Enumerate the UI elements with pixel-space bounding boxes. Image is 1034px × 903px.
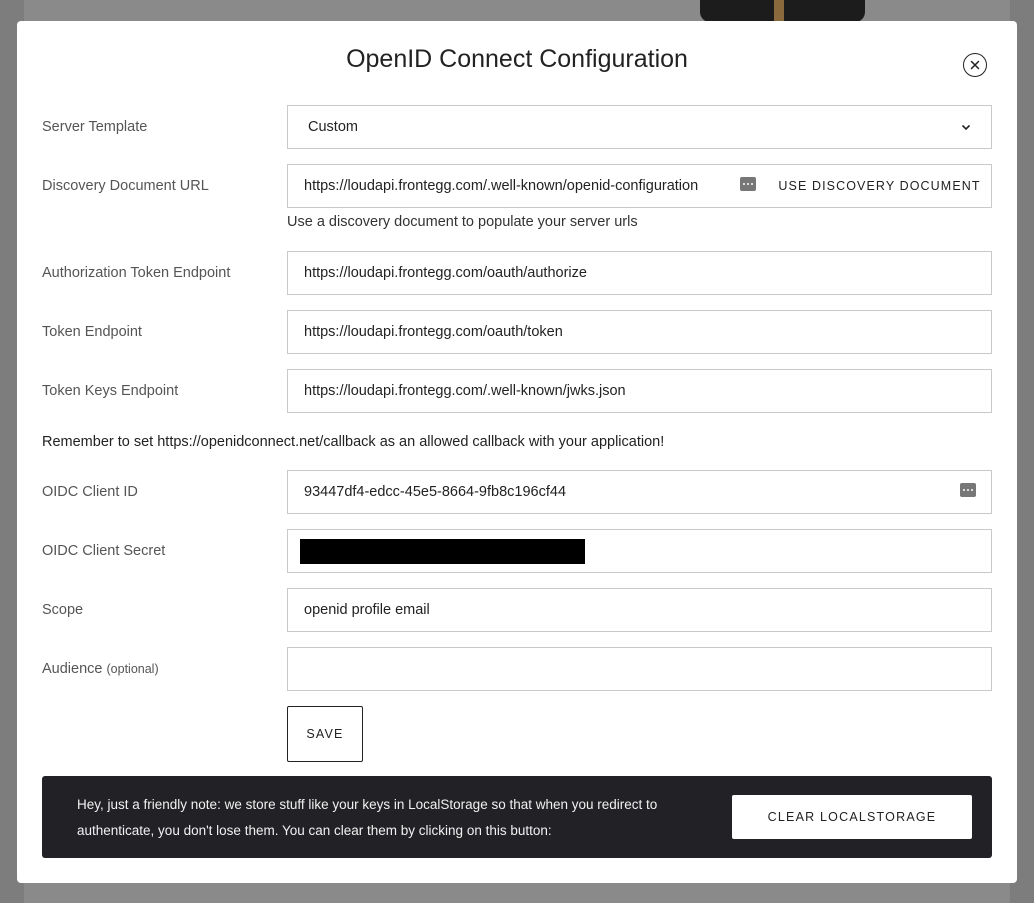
password-manager-icon[interactable] — [740, 177, 756, 191]
save-button[interactable]: SAVE — [287, 706, 363, 762]
server-template-select[interactable] — [287, 105, 992, 149]
chevron-down-icon — [961, 122, 971, 132]
discovery-url-input[interactable] — [287, 164, 769, 208]
callback-notice: Remember to set https://openidconnect.net/callback as an allowed callback with your application! — [42, 434, 665, 450]
discovery-url-row — [42, 164, 992, 208]
background-image — [700, 0, 865, 22]
client-secret-row — [42, 529, 992, 573]
token-keys-endpoint-label: Token Keys Endpoint — [42, 383, 179, 399]
banner-text: Hey, just a friendly note: we store stuff like your keys in LocalStorage so that when you redirect to authenticate, you don't lose them. You can clear them by clicking on this button: — [77, 797, 658, 838]
use-discovery-document-button[interactable]: USE DISCOVERY DOCUMENT — [768, 164, 992, 208]
token-keys-endpoint-row — [42, 369, 992, 413]
client-id-row — [42, 470, 992, 514]
discovery-help-text: Use a discovery document to populate your server urls — [287, 214, 638, 230]
scope-row — [42, 588, 992, 632]
audience-input[interactable] — [287, 647, 992, 691]
close-button[interactable] — [963, 53, 987, 77]
server-template-row — [42, 105, 992, 149]
oidc-config-modal — [17, 21, 1017, 883]
audience-label — [42, 647, 159, 691]
localstorage-banner — [42, 776, 992, 858]
audience-label-text: Audience — [42, 661, 103, 677]
auth-endpoint-input[interactable]: https://loudapi.frontegg.com/oauth/authorize — [287, 251, 992, 295]
clear-localstorage-button[interactable]: CLEAR LOCALSTORAGE — [732, 795, 972, 839]
client-secret-label: OIDC Client Secret — [42, 543, 166, 559]
client-secret-input[interactable] — [287, 529, 992, 573]
scope-input[interactable]: openid profile email — [287, 588, 992, 632]
auth-endpoint-row — [42, 251, 992, 295]
token-endpoint-input[interactable]: https://loudapi.frontegg.com/oauth/token — [287, 310, 992, 354]
client-id-value: 93447df4-edcc-45e5-8664-9fb8c196cf44 — [304, 484, 567, 500]
token-endpoint-label: Token Endpoint — [42, 324, 142, 340]
server-template-value: Custom — [308, 119, 358, 135]
audience-row — [42, 647, 992, 691]
auth-endpoint-label: Authorization Token Endpoint — [42, 265, 231, 281]
password-manager-icon[interactable] — [960, 483, 976, 497]
discovery-url-label: Discovery Document URL — [42, 178, 209, 194]
modal-title: OpenID Connect Configuration — [346, 45, 688, 73]
scope-label: Scope — [42, 602, 84, 618]
audience-optional-hint: (optional) — [106, 662, 159, 676]
server-template-label: Server Template — [42, 119, 148, 135]
token-endpoint-row — [42, 310, 992, 354]
client-id-label: OIDC Client ID — [42, 484, 138, 500]
close-icon — [970, 60, 980, 70]
token-keys-endpoint-input[interactable]: https://loudapi.frontegg.com/.well-known/jwks.json — [287, 369, 992, 413]
redacted-secret — [300, 539, 585, 564]
client-id-input[interactable] — [287, 470, 992, 514]
discovery-url-value: https://loudapi.frontegg.com/.well-known/openid-configuration — [304, 178, 699, 194]
